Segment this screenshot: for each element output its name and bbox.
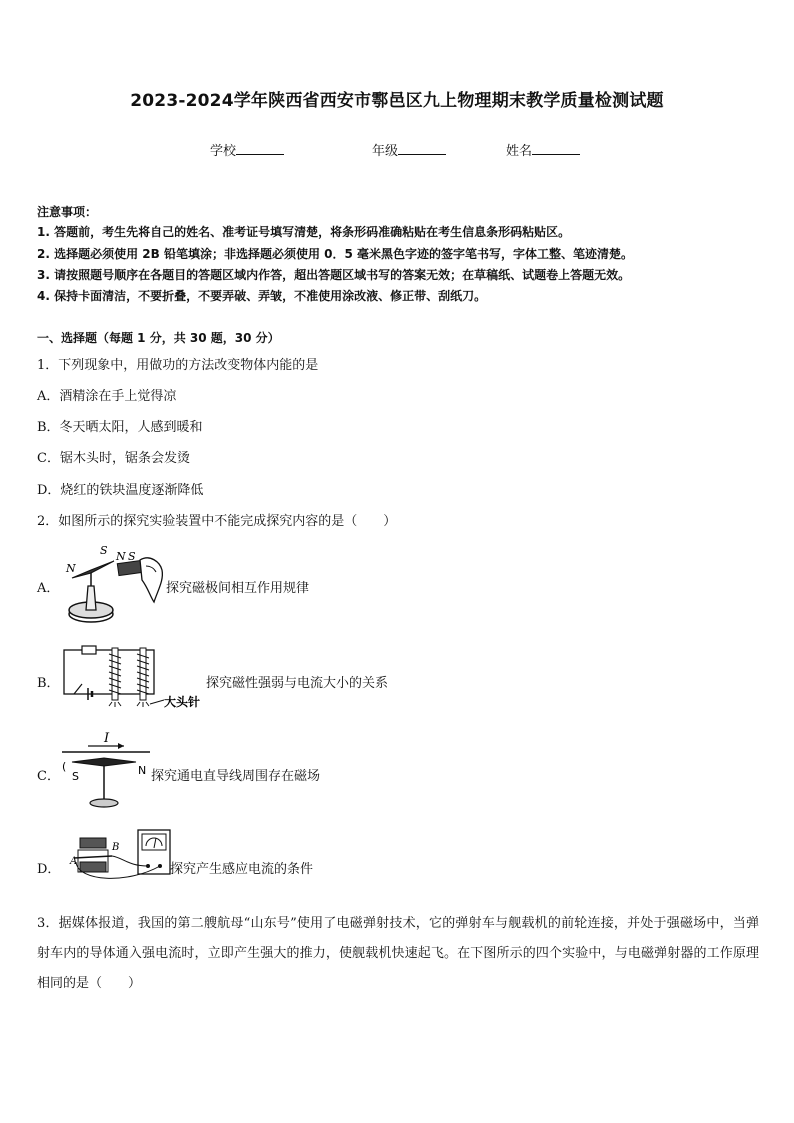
grade-label: 年级 (372, 144, 399, 159)
q3-stem: 3．据媒体报道，我国的第二艘航母“山东号”使用了电磁弹射技术，它的弹射车与舰载机的前轮连接，并处于强磁场中，当弹射车内的导体通入强电流时，立即产生强大的推力，使舰载机快速起飞。在下图所示的四个实验中，与电磁弹射器的工作原理相同的是（ ） (37, 916, 759, 991)
needle-s-label: S (100, 544, 108, 557)
compass-s-label: S (72, 770, 79, 783)
q2-option-b-figure (60, 640, 210, 712)
section-heading: 一、选择题（每题 1 分，共 30 题，30 分） (37, 331, 280, 345)
q1-option-b[interactable]: B．冬天晒太阳，人感到暖和 (37, 420, 203, 435)
grade-field[interactable] (372, 140, 446, 159)
q2-option-c-letter[interactable]: C． (37, 769, 60, 784)
q2-option-d-letter[interactable]: D． (37, 862, 61, 877)
name-label: 姓名 (506, 144, 533, 159)
notice-heading: 注意事项： (37, 205, 98, 219)
magnet-s-label: S (128, 550, 136, 563)
pins-label: 大头针 (164, 695, 201, 709)
q1-option-c[interactable]: C．锯木头时，锯条会发烫 (37, 451, 190, 466)
compass-n-label: N (138, 764, 147, 777)
school-label: 学校 (210, 144, 237, 159)
name-blank[interactable] (532, 142, 580, 155)
q1-stem: 1．下列现象中，用做功的方法改变物体内能的是 (37, 358, 319, 373)
conductor-b-label: B (112, 842, 120, 853)
q2-option-a-figure (62, 540, 174, 628)
notice-item: 3. 请按照题号顺序在各题目的答题区域内作答，超出答题区域书写的答案无效；在草稿纸、试题卷上答题无效。 (37, 268, 631, 282)
q2-option-b-letter[interactable]: B． (37, 676, 60, 691)
notice-item: 2. 选择题必须使用 2B 铅笔填涂；非选择题必须使用 0．5 毫米黑色字迹的签字笔书写，字体工整、笔迹清楚。 (37, 247, 633, 261)
grade-blank[interactable] (398, 142, 446, 155)
name-field[interactable] (506, 140, 580, 159)
notice-item: 4. 保持卡面清洁，不要折叠，不要弄破、弄皱，不准使用涂改液、修正带、刮纸刀。 (37, 289, 487, 303)
page-title: 2023-2024学年陕西省西安市鄠邑区九上物理期末教学质量检测试题 (130, 91, 664, 111)
q2-option-c-text[interactable]: 探究通电直导线周围存在磁场 (151, 769, 321, 784)
svg-text:(: ( (62, 760, 67, 773)
q2-option-a-text[interactable]: 探究磁极间相互作用规律 (166, 581, 310, 596)
q2-stem: 2．如图所示的探究实验装置中不能完成探究内容的是（ ） (37, 514, 397, 529)
notice-item: 1. 答题前，考生先将自己的姓名、准考证号填写清楚，将条形码准确粘贴在考生信息条形码粘贴区。 (37, 225, 571, 239)
q2-option-d-text[interactable]: 探究产生感应电流的条件 (170, 862, 314, 877)
conductor-a-label: A (70, 856, 78, 867)
current-label: I (104, 731, 110, 746)
magnet-n-label: N (116, 550, 126, 563)
needle-n-label: N (66, 562, 76, 575)
q2-option-a-letter[interactable]: A． (37, 581, 60, 596)
school-blank[interactable] (236, 142, 284, 155)
q2-option-d-figure (68, 826, 178, 886)
q1-option-d[interactable]: D．烧红的铁块温度逐渐降低 (37, 483, 204, 498)
q1-option-a[interactable]: A．酒精涂在手上觉得凉 (37, 389, 177, 404)
school-field[interactable] (210, 140, 284, 159)
q2-option-c-figure (58, 728, 158, 814)
q2-option-b-text[interactable]: 探究磁性强弱与电流大小的关系 (206, 676, 389, 691)
